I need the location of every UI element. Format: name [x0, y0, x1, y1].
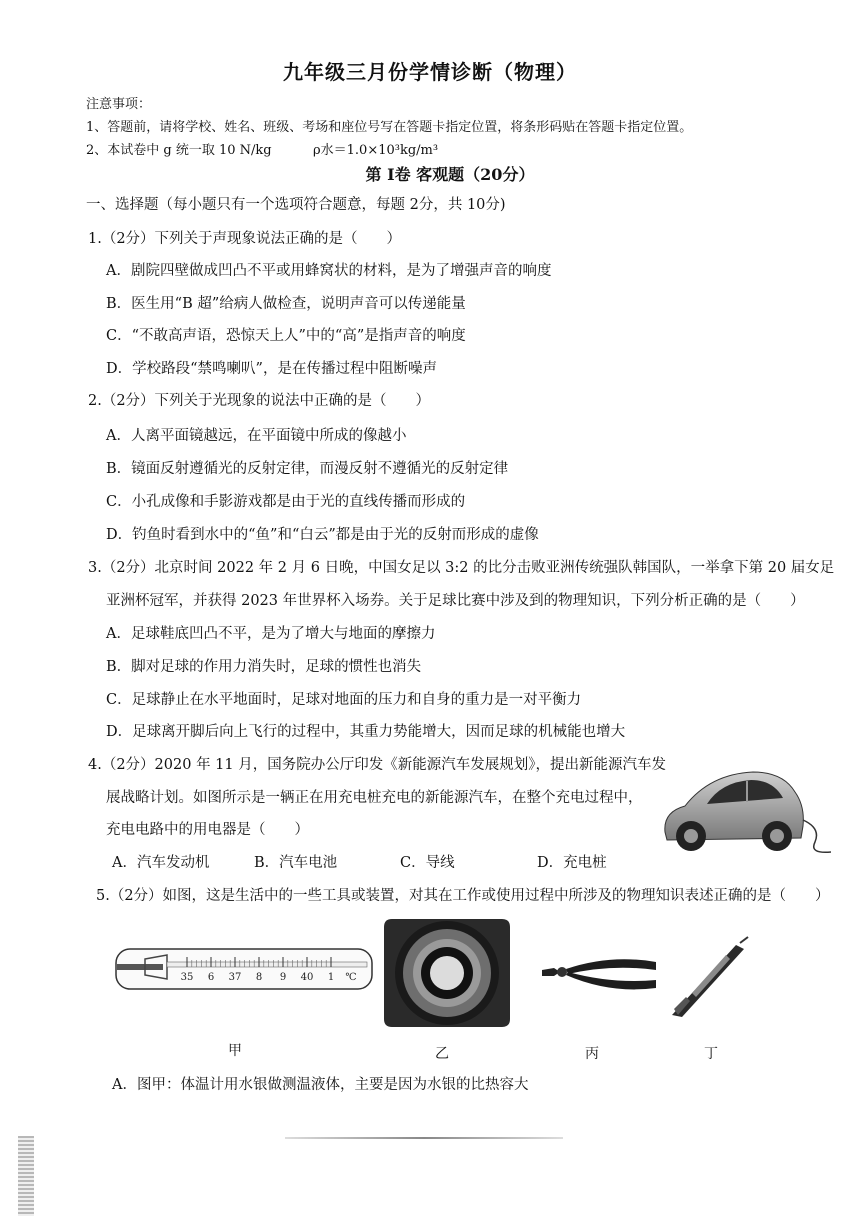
figure-label-jia: 甲 [228, 1043, 242, 1059]
question-4-stem: 4.（2分）2020 年 11 月，国务院办公厅印发《新能源汽车发展规划》，提出新能源汽车发 [88, 757, 666, 773]
question-1-option-b: B．医生用“B 超”给病人做检查，说明声音可以传递能量 [106, 296, 466, 312]
figure-label-yi: 乙 [435, 1046, 449, 1062]
test-pen-figure [652, 935, 752, 1019]
question-5-option-a: A．图甲：体温计用水银做测温液体，主要是因为水银的比热容大 [112, 1077, 529, 1093]
question-4-option-b: B．汽车电池 [254, 855, 338, 871]
question-4-option-c: C．导线 [400, 855, 455, 871]
question-1-option-c: C．“不敢高声语，恐惊天上人”中的“高”是指声音的响度 [106, 328, 466, 344]
notes-item-2a: 2、本试卷中 g 统一取 10 N/kg [86, 143, 272, 158]
section-title: 第 I卷 客观题（20分） [365, 165, 535, 184]
question-5-stem: 5.（2分）如图，这是生活中的一些工具或装置，对其在工作或使用过程中所涉及的物理知识表述正确的是（ ） [96, 888, 830, 904]
question-2-option-c: C．小孔成像和手影游戏都是由于光的直线传播而形成的 [106, 494, 466, 510]
scale-label-5: 40 [300, 972, 314, 983]
question-4-stem-cont: 展战略计划。如图所示是一辆正在用充电桩充电的新能源汽车，在整个充电过程中， [106, 790, 643, 806]
notes-heading: 注意事项： [86, 97, 152, 112]
question-1-option-d: D．学校路段“禁鸣喇叭”，是在传播过程中阻断噪声 [106, 361, 437, 377]
question-1-option-a: A．剧院四壁做成凹凸不平或用蜂窝状的材料，是为了增强声音的响度 [106, 263, 552, 279]
scale-label-2: 37 [228, 972, 242, 983]
question-4-option-a: A．汽车发动机 [112, 855, 210, 871]
question-2-option-a: A．人离平面镜越远，在平面镜中所成的像越小 [106, 428, 407, 444]
electric-car-figure [655, 762, 831, 858]
page-title: 九年级三月份学情诊断（物理） [283, 60, 577, 84]
scale-label-0: 35 [180, 972, 194, 983]
question-4-stem-cont2: 充电电路中的用电器是（ ） [106, 822, 309, 838]
scale-label-6: 1 [327, 972, 335, 983]
section-subtitle: 一、选择题（每小题只有一个选项符合题意，每题 2分，共 10分) [86, 197, 506, 213]
pliers-figure [540, 950, 660, 1002]
notes-item-1: 1、答题前，请将学校、姓名、班级、考场和座位号写在答题卡指定位置，将条形码贴在答题卡指定位置。 [86, 120, 693, 135]
page-divider [285, 1137, 563, 1139]
question-3-stem: 3.（2分）北京时间 2022 年 2 月 6 日晚，中国女足以 3:2 的比分击败亚洲传统强队韩国队，一举拿下第 20 届女足 [88, 560, 835, 576]
speaker-figure [380, 913, 514, 1033]
question-3-option-a: A．足球鞋底凹凸不平，是为了增大与地面的摩擦力 [106, 626, 436, 642]
question-3-option-c: C．足球静止在水平地面时，足球对地面的压力和自身的重力是一对平衡力 [106, 692, 582, 708]
thermometer-figure [115, 945, 375, 993]
figure-label-bing: 丙 [585, 1046, 599, 1062]
question-4-option-d: D．充电桩 [537, 855, 607, 871]
notes-item-2b: ρ水＝1.0×10³kg/m³ [313, 143, 439, 158]
question-2-stem: 2.（2分）下列关于光现象的说法中正确的是（ ） [88, 393, 431, 409]
question-1-stem: 1.（2分）下列关于声现象说法正确的是（ ） [88, 231, 402, 247]
scale-label-3: 8 [255, 972, 263, 983]
figure-label-ding: 丁 [704, 1046, 718, 1062]
question-3-option-b: B．脚对足球的作用力消失时，足球的惯性也消失 [106, 659, 422, 675]
scan-edge-mark [18, 1136, 34, 1216]
scale-label-4: 9 [279, 972, 287, 983]
question-2-option-b: B．镜面反射遵循光的反射定律，而漫反射不遵循光的反射定律 [106, 461, 509, 477]
question-2-option-d: D．钓鱼时看到水中的“鱼”和“白云”都是由于光的反射而形成的虚像 [106, 527, 539, 543]
question-3-stem-cont: 亚洲杯冠军，并获得 2023 年世界杯入场券。关于足球比赛中涉及到的物理知识，下列分析正确的是（ ） [106, 593, 805, 609]
question-3-option-d: D．足球离开脚后向上飞行的过程中，其重力势能增大，因而足球的机械能也增大 [106, 724, 626, 740]
scale-label-1: 6 [207, 972, 215, 983]
scale-label-unit: ℃ [345, 972, 357, 983]
